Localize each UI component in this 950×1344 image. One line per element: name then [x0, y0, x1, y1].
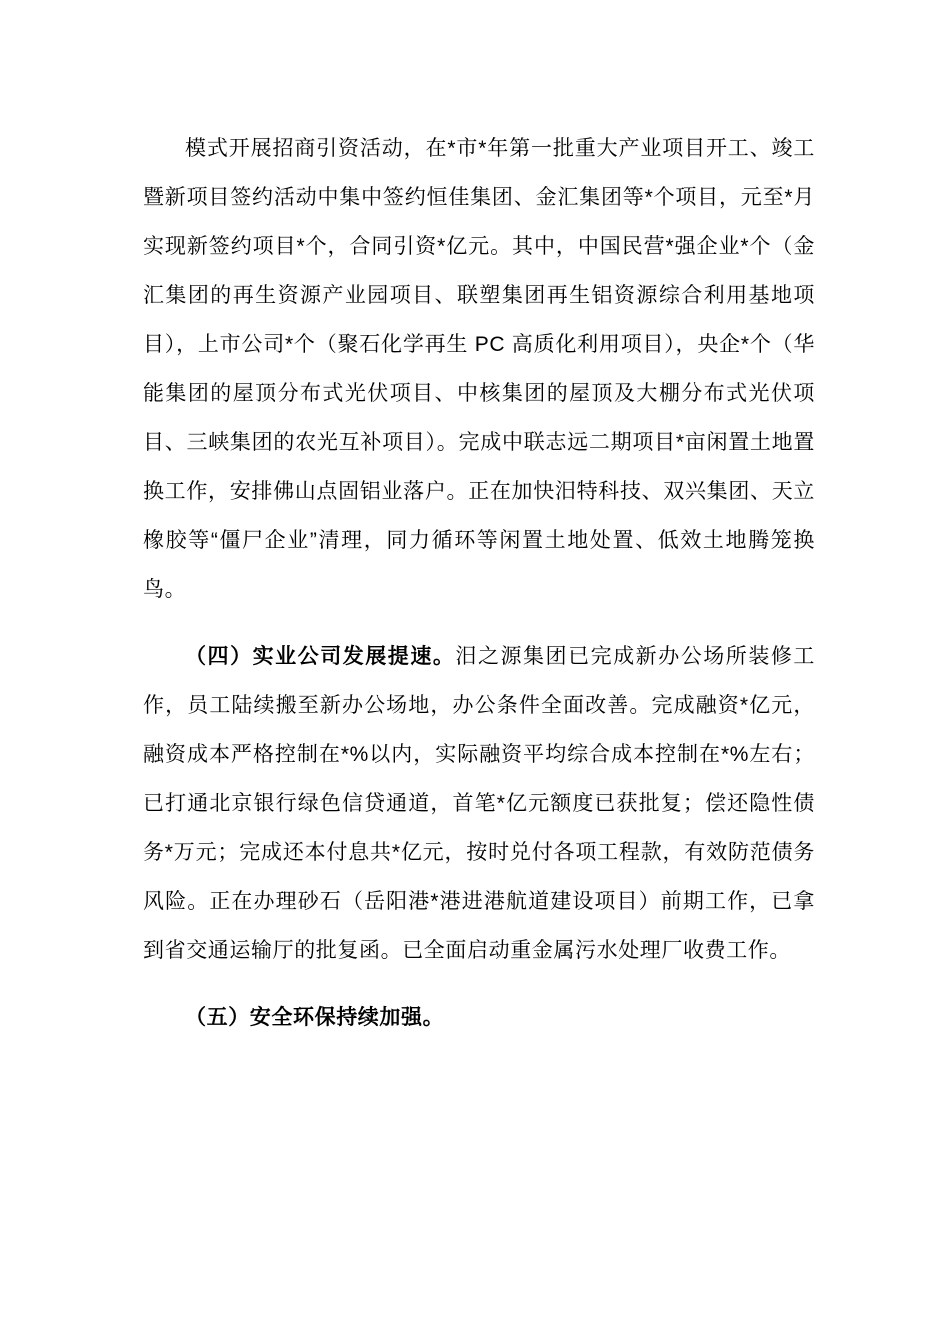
section-four-heading: （四）实业公司发展提速。	[185, 645, 456, 668]
section-five-heading: （五）安全环保持续加强。	[185, 1006, 445, 1029]
paragraph-section-five	[143, 993, 815, 1042]
paragraph-section-four	[143, 632, 815, 975]
text-run: 模式开展招商引资活动，在*市*年第一批重大产业项目开工、竣工暨新项目签约活动中集中签约恒佳集团、金汇集团等*个项目，元至*月实现新签约项目*个，合同引资*亿元。其中，中国民营*强企业*个（金汇集团的再生资源产业园项目、联塑集团再生铝资源综合利用基地项目），上市公司*个（聚石化学再生 PC 高质化利用项目），央企*个（华能集团的屋顶分布式光伏项目、中核集团的屋顶及大棚分布式光伏项目、三峡集团的农光互补项目）。完成中联志远二期项目*亩闲置土地置换工作，安排佛山点固铝业落户。正在加快汨特科技、双兴集团、天立橡胶等“僵尸企业”清理，同力循环等闲置土地处置、低效土地腾笼换鸟。	[143, 137, 815, 601]
text-run: 汨之源集团已完成新办公场所装修工作，员工陆续搬至新办公场地，办公条件全面改善。完成融资*亿元，融资成本严格控制在*%以内，实际融资平均综合成本控制在*%左右；已打通北京银行绿色信贷通道，首笔*亿元额度已获批复；偿还隐性债务*万元；完成还本付息共*亿元，按时兑付各项工程款，有效防范债务风险。正在办理砂石（岳阳港*港进港航道建设项目）前期工作，已拿到省交通运输厅的批复函。已全面启动重金属污水处理厂收费工作。	[143, 645, 815, 962]
paragraph-continuation	[143, 124, 815, 614]
